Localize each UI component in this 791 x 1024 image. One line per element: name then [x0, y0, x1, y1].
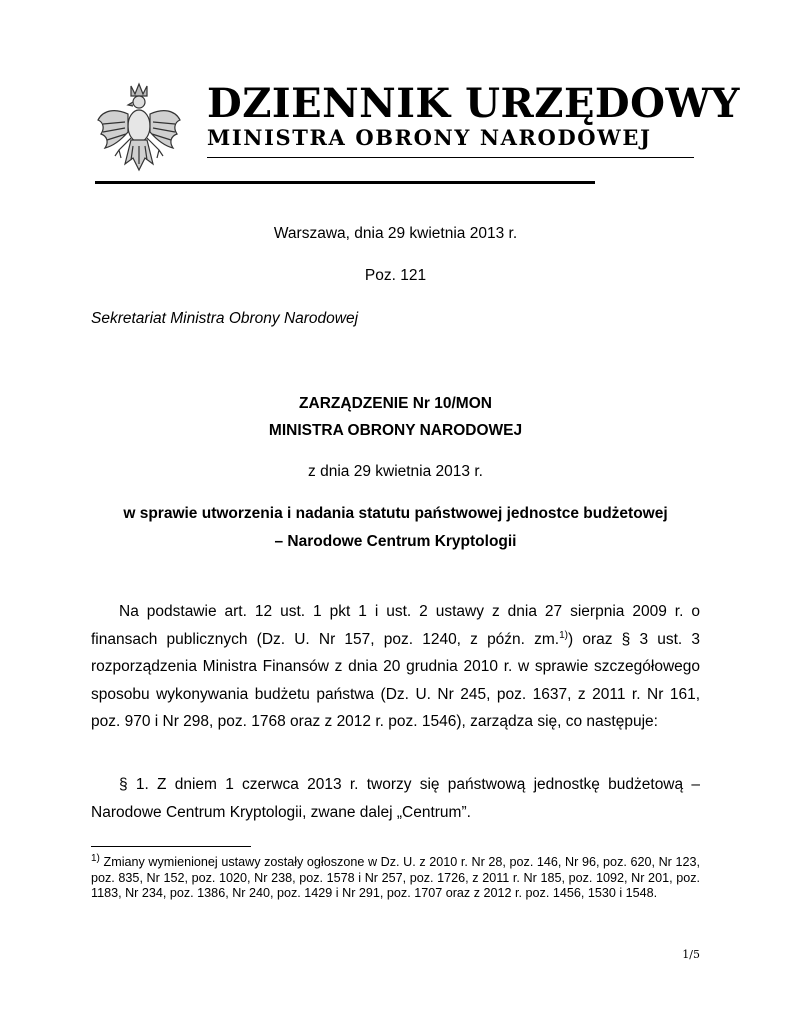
position-number: Poz. 121 — [364, 267, 427, 284]
polish-eagle-icon — [95, 80, 183, 176]
preamble-paragraph — [91, 598, 700, 736]
journal-subtitle: MINISTRA OBRONY NARODOWEJ — [207, 125, 652, 150]
header-rule — [207, 157, 694, 158]
page-number: 1/5 — [682, 948, 700, 961]
place-date: Warszawa, dnia 29 kwietnia 2013 r. — [273, 225, 518, 242]
section-1-paragraph: § 1. Z dniem 1 czerwca 2013 r. tworzy się państwową jednostkę budżetową – Narodowe Centrum Kryptologii, zwane dalej „Centrum”. — [91, 776, 700, 821]
footnote-separator — [91, 846, 251, 847]
ordinance-issuer: MINISTRA OBRONY NARODOWEJ — [268, 422, 523, 439]
header-thick-rule — [95, 181, 595, 184]
ordinance-number: ZARZĄDZENIE Nr 10/MON — [299, 395, 492, 412]
journal-title: DZIENNIK URZĘDOWY — [207, 80, 740, 127]
footnote-marker: 1) — [91, 852, 100, 864]
footnote — [91, 852, 700, 902]
footnote-reference[interactable]: 1) — [559, 629, 569, 641]
ordinance-date: z dnia 29 kwietnia 2013 r. — [308, 463, 483, 480]
footnote-text: Zmiany wymienionej ustawy zostały ogłoszone w Dz. U. z 2010 r. Nr 28, poz. 146, Nr 96, poz. 620, Nr 123, poz. 835, Nr 152, poz. 1020, Nr 238, poz. 1578 i Nr 257, poz. 1726, z 2011 r. Nr 185, poz. 1092, Nr 201, poz. 1183, Nr 234, poz. 1386, Nr 240, poz. 1429 i Nr 291, poz. 1707 oraz z 2012 r. poz. 1456, 1530 i 1548. — [91, 855, 700, 901]
preamble-text-part1: Na podstawie art. 12 ust. 1 pkt 1 i ust. 2 ustawy z dnia 27 sierpnia 2009 r. o finansach publicznych (Dz. U. Nr 157, poz. 1240, z późn. zm. — [91, 603, 700, 648]
preamble-text-part2: ) oraz § 3 ust. 3 rozporządzenia Ministra Finansów z dnia 20 grudnia 2010 r. w sprawie szczegółowego sposobu wykonywania budżetu państwa (Dz. U. Nr 245, poz. 1637, z 2011 r. Nr 161, poz. 970 i Nr 298, poz. 1768 oraz z 2012 r. poz. 1546), zarządza się, co następuje: — [91, 630, 700, 731]
ordinance-subject-line2: – Narodowe Centrum Kryptologii — [274, 533, 517, 550]
issuer-office: Sekretariat Ministra Obrony Narodowej — [91, 310, 359, 327]
ordinance-subject-line1: w sprawie utworzenia i nadania statutu państwowej jednostce budżetowej — [123, 505, 668, 522]
